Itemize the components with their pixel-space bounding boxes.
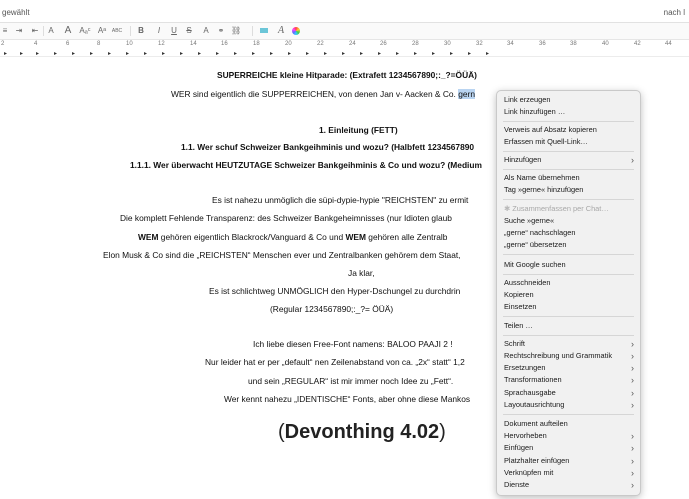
menu-item-einfuegen[interactable]: Einfügen › bbox=[504, 443, 634, 453]
menu-item-suche[interactable]: Suche »gerne« bbox=[504, 216, 555, 225]
outdent-icon[interactable]: ⇤ bbox=[31, 26, 39, 35]
menu-item-einsetzen[interactable]: Einsetzen bbox=[504, 302, 537, 311]
menu-item-als-name[interactable]: Als Name übernehmen bbox=[504, 173, 580, 182]
menu-item-sprachausgabe[interactable]: Sprachausgabe › bbox=[504, 388, 634, 398]
unlink-icon[interactable]: ⛓ bbox=[231, 26, 242, 35]
paragraph-line: und sein „REGULAR“ ist mir immer noch Idee zu „Fett“. bbox=[248, 376, 454, 386]
chevron-right-icon: › bbox=[631, 456, 634, 466]
chevron-right-icon: › bbox=[631, 155, 634, 165]
sparkle-icon: ✱ bbox=[504, 204, 511, 213]
highlight-icon[interactable] bbox=[259, 25, 269, 37]
heading-1-1: 1.1. Wer schuf Schweizer Bankgeihminis und wozu? (Halbfett 1234567890 bbox=[181, 142, 475, 152]
chevron-right-icon: › bbox=[631, 480, 634, 490]
menu-item-link-erzeugen[interactable]: Link erzeugen bbox=[504, 95, 551, 104]
chevron-right-icon: › bbox=[631, 443, 634, 453]
indent-icon[interactable]: ⇥ bbox=[15, 26, 23, 35]
selection-info: gewählt bbox=[2, 8, 30, 17]
heading-1: 1. Einleitung (FETT) bbox=[319, 125, 398, 135]
menu-item-kopieren[interactable]: Kopieren bbox=[504, 290, 534, 299]
menu-item-dienste[interactable]: Dienste › bbox=[504, 480, 634, 490]
menu-item-verknuepfen[interactable]: Verknüpfen mit › bbox=[504, 468, 634, 478]
doc-heading: SUPERREICHE kleine Hitparade: (Extrafett 1234567890;:_?=ÖÜÄ) bbox=[217, 70, 477, 80]
subscript-button[interactable]: Aₐᶜ bbox=[79, 26, 91, 35]
menu-item-ersetzungen[interactable]: Ersetzungen › bbox=[504, 363, 634, 373]
chevron-right-icon: › bbox=[631, 363, 634, 373]
uppercase-button[interactable]: ABC bbox=[111, 28, 123, 34]
menu-item-nachschlagen[interactable]: „gerne“ nachschlagen bbox=[504, 228, 576, 237]
window-top-bar bbox=[0, 0, 689, 23]
menu-item-hinzufuegen[interactable]: Hinzufügen › bbox=[504, 155, 634, 165]
paragraph-line: Es ist nahezu unmöglich die süpi-dypie-hypie "REICHSTEN" zu ermit bbox=[212, 195, 469, 205]
color-wheel-icon[interactable] bbox=[291, 25, 301, 37]
italic-button[interactable]: I bbox=[157, 26, 161, 35]
chevron-right-icon: › bbox=[631, 375, 634, 385]
menu-item-dokument-aufteilen[interactable]: Dokument aufteilen bbox=[504, 419, 568, 428]
selected-text[interactable]: gern bbox=[458, 89, 475, 99]
chevron-right-icon: › bbox=[631, 339, 634, 349]
menu-item-erfassen[interactable]: Erfassen mit Quell-Link… bbox=[504, 137, 588, 146]
devonthing-title: (Devonthing 4.02) bbox=[278, 421, 446, 443]
menu-item-layoutausrichtung[interactable]: Layoutausrichtung › bbox=[504, 400, 634, 410]
context-menu bbox=[496, 90, 641, 496]
menu-item-teilen[interactable]: Teilen … bbox=[504, 321, 533, 330]
font-size-down-button[interactable]: A bbox=[48, 26, 54, 35]
paragraph-line: Nur leider hat er per „default“ nen Zeilenabstand von ca. „2x“ statt“ 1,2 bbox=[205, 357, 465, 367]
format-toolbar bbox=[0, 23, 689, 40]
menu-item-google-suchen[interactable]: Mit Google suchen bbox=[504, 260, 566, 269]
chevron-right-icon: › bbox=[631, 351, 634, 361]
menu-item-tag-hinzufuegen[interactable]: Tag »gerne« hinzufügen bbox=[504, 185, 584, 194]
paragraph-line: Ich liebe diesen Free-Font namens: BALOO PAAJI 2 ! bbox=[253, 339, 453, 349]
menu-item-ausschneiden[interactable]: Ausschneiden bbox=[504, 278, 551, 287]
paragraph-line: Die komplett Fehlende Transparenz: des Schweizer Bankgeheimnisses (nur Idioten glaub bbox=[120, 213, 452, 223]
chevron-right-icon: › bbox=[631, 388, 634, 398]
chevron-right-icon: › bbox=[631, 431, 634, 441]
underline-button[interactable]: U bbox=[171, 26, 177, 35]
chevron-right-icon: › bbox=[631, 400, 634, 410]
doc-line-2: WER sind eigentlich die SUPPERREICHEN, von denen Jan v- Aacken & Co. gern bbox=[171, 89, 475, 99]
bold-button[interactable]: B bbox=[138, 26, 144, 35]
paragraph-line: Es ist schlichtweg UNMÖGLICH den Hyper-Dschungel zu durchdrin bbox=[209, 286, 461, 296]
menu-item-platzhalter[interactable]: Platzhalter einfügen › bbox=[504, 456, 634, 466]
menu-item-uebersetzen[interactable]: „gerne“ übersetzen bbox=[504, 240, 567, 249]
list-icon[interactable]: ≡ bbox=[2, 26, 8, 35]
paragraph-line: Wer kennt nahezu „IDENTISCHE“ Fonts, aber ohne diese Mankos bbox=[224, 394, 471, 404]
menu-item-rechtschreibung[interactable]: Rechtschreibung und Grammatik › bbox=[504, 351, 634, 361]
link-icon[interactable]: ⚭ bbox=[217, 26, 225, 35]
paragraph-line: (Regular 1234567890;:_?= ÖÜÄ) bbox=[270, 304, 394, 314]
menu-item-zusammenfassen: ✱ Zusammenfassen per Chat… bbox=[504, 204, 609, 213]
text-color-button[interactable]: A bbox=[203, 26, 209, 35]
paragraph-line: Elon Musk & Co sind die „REICHSTEN“ Menschen ever und Zentralbanken gehörem dem Staat, bbox=[103, 250, 461, 260]
menu-item-transformationen[interactable]: Transformationen › bbox=[504, 375, 634, 385]
menu-item-link-hinzufuegen[interactable]: Link hinzufügen … bbox=[504, 107, 566, 116]
menu-item-schrift[interactable]: Schrift › bbox=[504, 339, 634, 349]
superscript-button[interactable]: Aᵃ bbox=[97, 26, 107, 35]
heading-1-1-1: 1.1.1. Wer überwacht HEUTZUTAGE Schweizer Bankgeihminis & Co und wozu? (Medium bbox=[130, 160, 482, 170]
ruler[interactable]: 2 4 6 8 10 12 14 16 18 20 22 24 26 28 30 32 34 36 38 40 42 44 ▸ ▸ ▸ ▸ ▸ ▸ ▸ ▸ ▸ ▸ ▸ ▸ ▸ ▸ ▸ ▸ ▸ ▸ ▸ ▸ ▸ ▸ ▸ ▸ ▸ ▸ ▸ ▸ bbox=[0, 40, 689, 57]
font-button[interactable]: A bbox=[277, 25, 285, 36]
paragraph-line: WEM gehören eigentlich Blackrock/Vanguard & Co und WEM gehören alle Zentralb bbox=[138, 232, 448, 242]
font-size-up-button[interactable]: A bbox=[64, 25, 72, 36]
chevron-right-icon: › bbox=[631, 468, 634, 478]
paragraph-line: Ja klar, bbox=[348, 268, 375, 278]
menu-item-hervorheben[interactable]: Hervorheben › bbox=[504, 431, 634, 441]
menu-item-verweis-kopieren[interactable]: Verweis auf Absatz kopieren bbox=[504, 125, 597, 134]
strikethrough-button[interactable]: S bbox=[186, 26, 192, 35]
top-right-text: nach l bbox=[663, 8, 685, 17]
